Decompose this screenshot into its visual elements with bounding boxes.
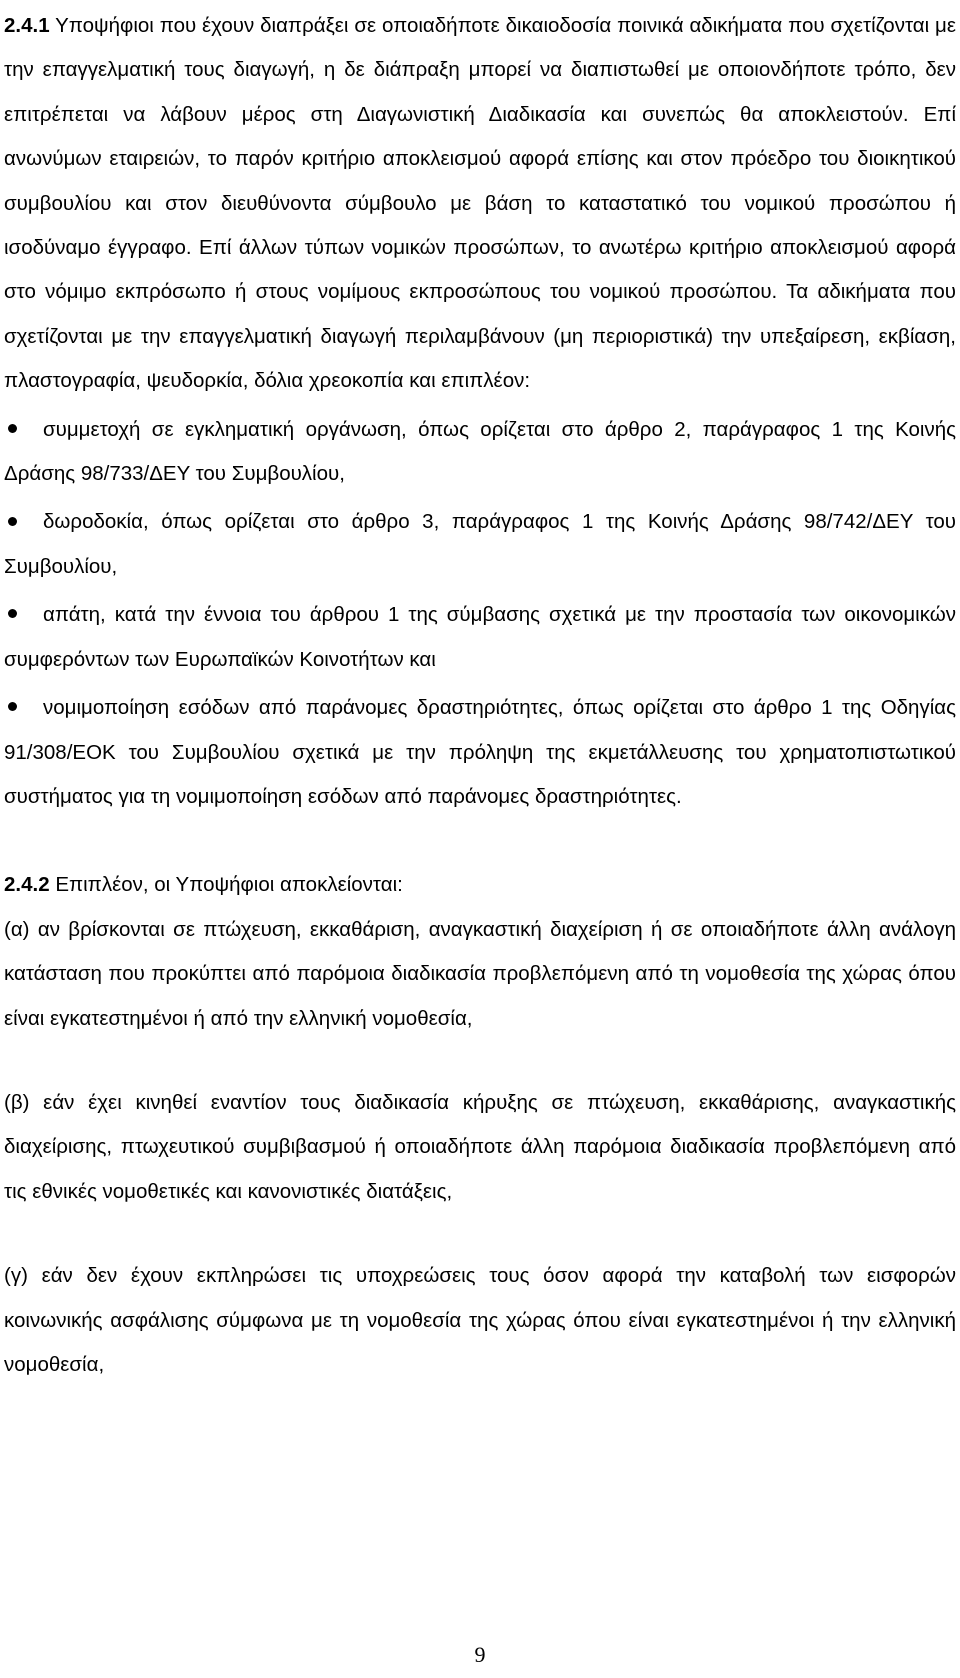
section-2-4-1-text: Υποψήφιοι που έχουν διαπράξει σε οποιαδήποτε δικαιοδοσία ποινικά αδικήματα που σχετίζονται με την επαγγελματική τους διαγωγή, η δε διάπραξη μπορεί να διαπιστωθεί με οποιονδήποτε τρόπο, δεν επιτρέπεται να λάβουν μέρος στη Διαγωνιστική Διαδικασία και συνεπώς θα αποκλειστούν. Επί ανωνύμων εταιρειών, το παρόν κριτήριο αποκλεισμού αφορά επίσης και στον πρόεδρο του διοικητικού συμβουλίου και στον διευθύνοντα σύμβουλο με βάση το καταστατικό του νομικού προσώπου ή ισοδύναμο έγγραφο. Επί άλλων τύπων νομικών προσώπων, το ανωτέρω κριτήριο αποκλεισμού αφορά στο νόμιμο εκπρόσωπο ή στους νομίμους εκπροσώπους του νομικού προσώπου. Τα αδικήματα που σχετίζονται με την επαγγελματική διαγωγή περιλαμβάνουν (μη περιοριστικά) την υπεξαίρεση, εκβίαση, πλαστογραφία, ψευδορκία, δόλια χρεοκοπία και επιπλέον: (4, 14, 956, 393)
bullet-icon (8, 609, 17, 618)
bullet-text: νομιμοποίηση εσόδων από παράνομες δραστηριότητες, όπως ορίζεται στο άρθρο 1 της Οδηγίας 91/308/ΕΟΚ του Συμβουλίου σχετικά με την πρόληψη της εκμετάλλευσης του χρηματοπιστωτικού συστήματος για τη νομιμοποίηση εσόδων από παράνομες δραστηριότητες. (4, 696, 956, 808)
section-number: 2.4.1 (4, 14, 50, 37)
exclusion-item-c: (γ) εάν δεν έχουν εκπληρώσει τις υποχρεώσεις τους όσον αφορά την καταβολή των εισφορών κοινωνικής ασφάλισης σύμφωνα με τη νομοθεσία της χώρας όπου είναι εγκατεστημένοι ή την ελληνική νομοθεσία, (4, 1264, 956, 1376)
bullet-icon (8, 424, 17, 433)
bullet-icon (8, 517, 17, 526)
bullet-text: συμμετοχή σε εγκληματική οργάνωση, όπως ορίζεται στο άρθρο 2, παράγραφος 1 της Κοινής Δράσης 98/733/ΔΕΥ του Συμβουλίου, (4, 417, 956, 486)
list-item (4, 686, 956, 819)
bullet-icon (8, 702, 17, 711)
bullet-text: δωροδοκία, όπως ορίζεται στο άρθρο 3, παράγραφος 1 της Κοινής Δράσης 98/742/ΔΕΥ του Συμβουλίου, (4, 510, 956, 578)
list-item (4, 500, 956, 589)
section-2-4-2-intro: Επιπλέον, οι Υποψήφιοι αποκλείονται: (55, 873, 403, 897)
exclusion-item-a: (α) αν βρίσκονται σε πτώχευση, εκκαθάριση, αναγκαστική διαχείριση ή σε οποιαδήποτε άλλη ανάλογη κατάσταση που προκύπτει από παρόμοια διαδικασία προβλεπόμενη από τη νομοθεσία της χώρας όπου είναι εγκατεστημένοι ή από την ελληνική νομοθεσία, (4, 917, 956, 1030)
list-item (4, 593, 956, 682)
page-number: 9 (474, 1642, 486, 1667)
exclusion-item-b: (β) εάν έχει κινηθεί εναντίον τους διαδικασία κήρυξης σε πτώχευση, εκκαθάρισης, αναγκαστικής διαχείρισης, πτωχευτικού συμβιβασμού ή οποιαδήποτε άλλη παρόμοια διαδικασία προβλεπόμενη από τις εθνικές νομοθετικές και κανονιστικές διατάξεις, (4, 1090, 956, 1203)
list-item (4, 408, 956, 497)
section-number: 2.4.2 (4, 873, 50, 897)
bullet-text: απάτη, κατά την έννοια του άρθρου 1 της σύμβασης σχετικά με την προστασία των οικονομικών συμφερόντων των Ευρωπαϊκών Κοινοτήτων και (4, 603, 956, 671)
section-2-4-1-paragraph (4, 4, 956, 404)
section-2-4-2-heading (4, 863, 956, 907)
offence-bullet-list (4, 408, 956, 820)
